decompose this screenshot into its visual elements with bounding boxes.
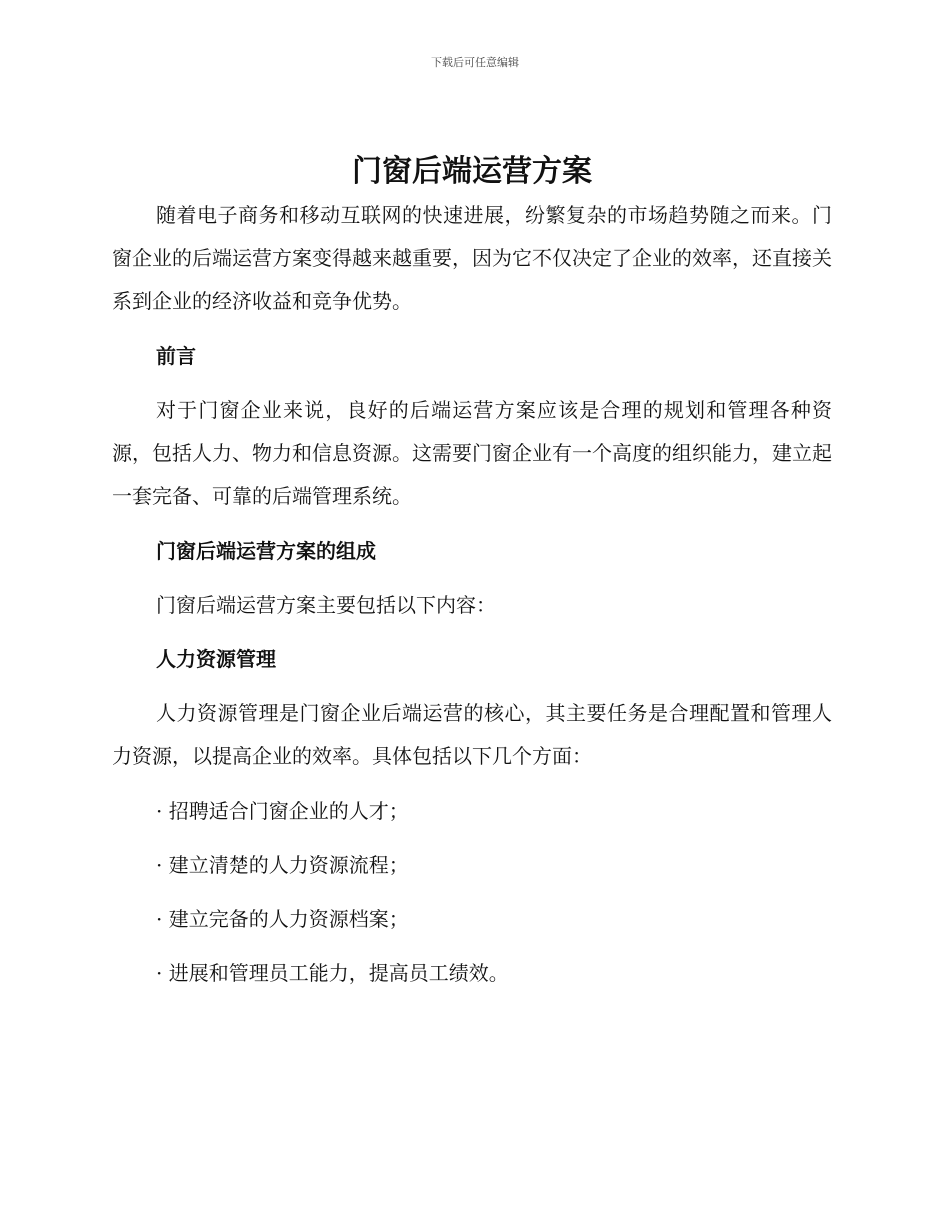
list-item: · 建立清楚的人力资源流程； [156,853,409,877]
header-note: 下载后可任意编辑 [431,56,519,69]
preface-heading: 前言 [156,344,196,368]
composition-heading: 门窗后端运营方案的组成 [156,539,376,563]
list-item: · 进展和管理员工能力，提高员工绩效。 [156,961,509,985]
intro-paragraph: 随着电子商务和移动互联网的快速进展，纷繁复杂的市场趋势随之而来。门窗企业的后端运营方案变得越来越重要，因为它不仅决定了企业的效率，还直接关系到企业的经济收益和竞争优势。 [112,203,832,313]
composition-paragraph: 门窗后端运营方案主要包括以下内容： [156,593,496,617]
list-item: · 建立完备的人力资源档案； [156,907,409,931]
preface-paragraph: 对于门窗企业来说，良好的后端运营方案应该是合理的规划和管理各种资源，包括人力、物力和信息资源。这需要门窗企业有一个高度的组织能力，建立起一套完备、可靠的后端管理系统。 [112,398,832,508]
list-item: · 招聘适合门窗企业的人才； [156,799,409,823]
document-body [112,150,832,995]
document-title: 门窗后端运营方案 [352,154,592,189]
hr-paragraph: 人力资源管理是门窗企业后端运营的核心，其主要任务是合理配置和管理人力资源，以提高企业的效率。具体包括以下几个方面： [112,701,832,768]
hr-heading: 人力资源管理 [156,647,276,671]
